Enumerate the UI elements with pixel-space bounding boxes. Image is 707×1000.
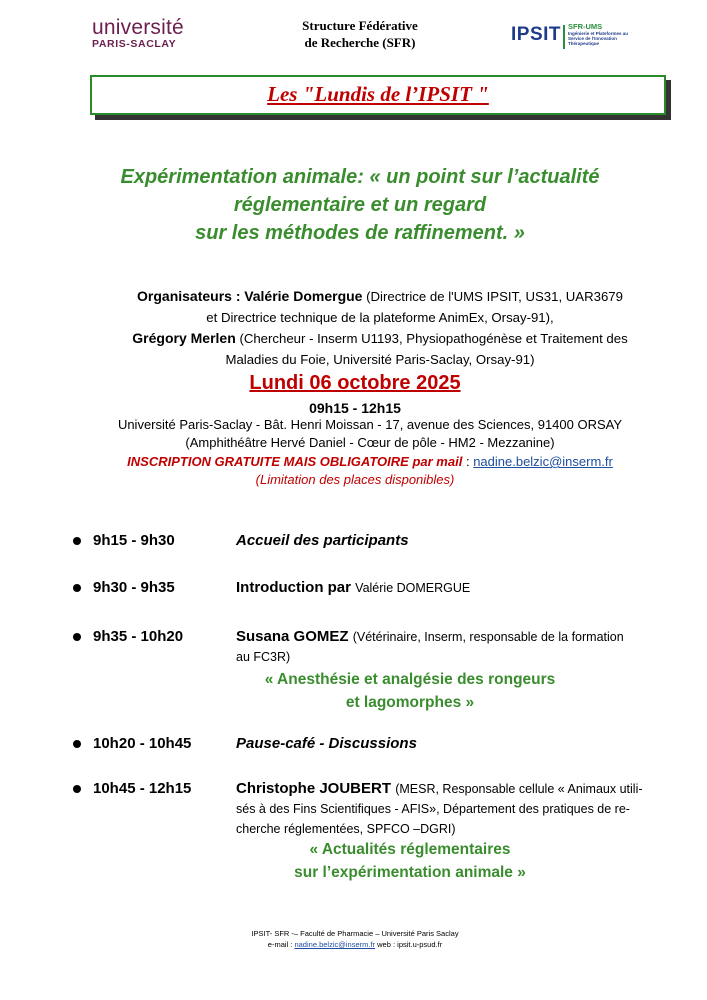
banner-title: Les "Lundis de l’IPSIT " [267, 82, 489, 106]
program-intro-label: Introduction par [236, 579, 351, 596]
ipsit-logo-text: IPSIT [511, 24, 562, 45]
program-intro-speaker: Valérie DOMERGUE [355, 581, 471, 595]
par-mail: par mail [412, 454, 463, 469]
program-text-5 [236, 779, 661, 839]
organizer-1-desc-b: et Directrice technique de la plateforme AnimEx, Orsay-91), [206, 310, 554, 325]
logo-sub: PARIS-SACLAY [92, 38, 177, 50]
speaker-gomez-desc: (Vétérinaire, Inserm, responsable de la formation [352, 630, 624, 644]
seat-limit-note: (Limitation des places disponibles) [255, 472, 455, 487]
inscription-label: INSCRIPTION GRATUITE MAIS OBLIGATOIRE [127, 454, 409, 469]
program-time-4: 10h20 - 10h45 [93, 735, 192, 752]
talk-gomez-line2: et lagomorphes » [345, 694, 475, 711]
bullet-icon [73, 633, 81, 641]
ipsit-logo-tagline: Ingénierie et Plateformes au Service de l'Innovation Thérapeutique [568, 31, 629, 46]
bullet-icon [73, 740, 81, 748]
sfr-line1: Structure Fédérative [302, 18, 418, 33]
program-time-2: 9h30 - 9h35 [93, 579, 175, 596]
title-line2: réglementaire et un regard [233, 194, 487, 216]
program-time-1: 9h15 - 9h30 [93, 532, 175, 549]
speaker-joubert-desc: (MESR, Responsable cellule « Animaux utili- [395, 782, 643, 796]
footer-email-label: e-mail : [267, 940, 293, 949]
bullet-icon [73, 584, 81, 592]
ipsit-logo [511, 22, 641, 52]
inscription-email-link[interactable]: nadine.belzic@inserm.fr [473, 454, 613, 469]
event-time: 09h15 - 12h15 [309, 400, 401, 416]
venue-line1: Université Paris-Saclay - Bât. Henri Moissan - 17, avenue des Sciences, 91400 ORSAY [117, 417, 623, 432]
speaker-gomez: Susana GOMEZ [236, 628, 349, 645]
universite-paris-saclay-logo [92, 17, 182, 50]
venue-line2: (Amphithéâtre Hervé Daniel - Cœur de pôle - HM2 - Mezzanine) [185, 435, 555, 450]
bullet-icon [73, 785, 81, 793]
ipsit-logo-sfr: SFR-UMS [568, 22, 603, 31]
speaker-gomez-desc-cont: au FC3R) [236, 650, 291, 664]
program-text-1: Accueil des participants [236, 532, 409, 549]
program-text-3 [236, 627, 661, 667]
organizers-label: Organisateurs : [137, 288, 241, 304]
organizer-2-name: Grégory Merlen [132, 330, 236, 346]
speaker-joubert-desc-cont2: cherche réglementées, SPFCO –DGRI) [236, 822, 456, 836]
event-date: Lundi 06 octobre 2025 [249, 372, 461, 394]
colon: : [465, 454, 470, 469]
inscription-line [90, 453, 650, 471]
footer-web-label: web : [377, 940, 396, 949]
bullet-icon [73, 537, 81, 545]
footer-email-link[interactable]: nadine.belzic@inserm.fr [294, 940, 376, 949]
organizer-1-name: Valérie Domergue [244, 288, 363, 304]
organizer-2-desc-a: (Chercheur - Inserm U1193, Physiopathogénèse et Traitement des [239, 331, 628, 346]
banner [90, 75, 666, 115]
logo-word: université [92, 16, 184, 39]
event-venue [100, 416, 640, 452]
organizer-2-desc-b: Maladies du Foie, Université Paris-Saclay, Orsay-91) [225, 352, 535, 367]
program-time-3: 9h35 - 10h20 [93, 628, 184, 645]
footer-line2 [150, 939, 560, 950]
talk-gomez [200, 668, 620, 714]
footer [150, 928, 560, 950]
program-time-5: 10h45 - 12h15 [93, 780, 192, 797]
sfr-title [270, 17, 450, 51]
organizer-1-desc-a: (Directrice de l'UMS IPSIT, US31, UAR3679 [366, 289, 623, 304]
organizers-line1 [100, 286, 660, 307]
organizers-line3 [100, 328, 660, 349]
event-title [60, 163, 660, 247]
talk-joubert [200, 838, 620, 884]
organizers [100, 286, 660, 370]
talk-gomez-line1: « Anesthésie et analgésie des rongeurs [264, 671, 556, 688]
talk-joubert-line2: sur l’expérimentation animale » [294, 864, 526, 881]
talk-joubert-line1: « Actualités réglementaires [309, 841, 511, 858]
ipsit-logo-bar [563, 25, 565, 49]
program-text-4: Pause-café - Discussions [236, 735, 417, 752]
speaker-joubert-desc-cont1: sés à des Fins Scientifiques - AFIS», Département des pratiques de re- [236, 802, 630, 816]
speaker-joubert: Christophe JOUBERT [236, 780, 392, 797]
title-line1: Expérimentation animale: « un point sur l’actualité [120, 166, 600, 188]
program-text-2 [236, 578, 661, 598]
footer-web: ipsit.u-psud.fr [397, 940, 443, 949]
footer-line1: IPSIT- SFR -– Faculté de Pharmacie – Université Paris Saclay [251, 929, 459, 938]
title-line3: sur les méthodes de raffinement. » [195, 222, 525, 244]
sfr-line2: de Recherche (SFR) [304, 35, 416, 50]
